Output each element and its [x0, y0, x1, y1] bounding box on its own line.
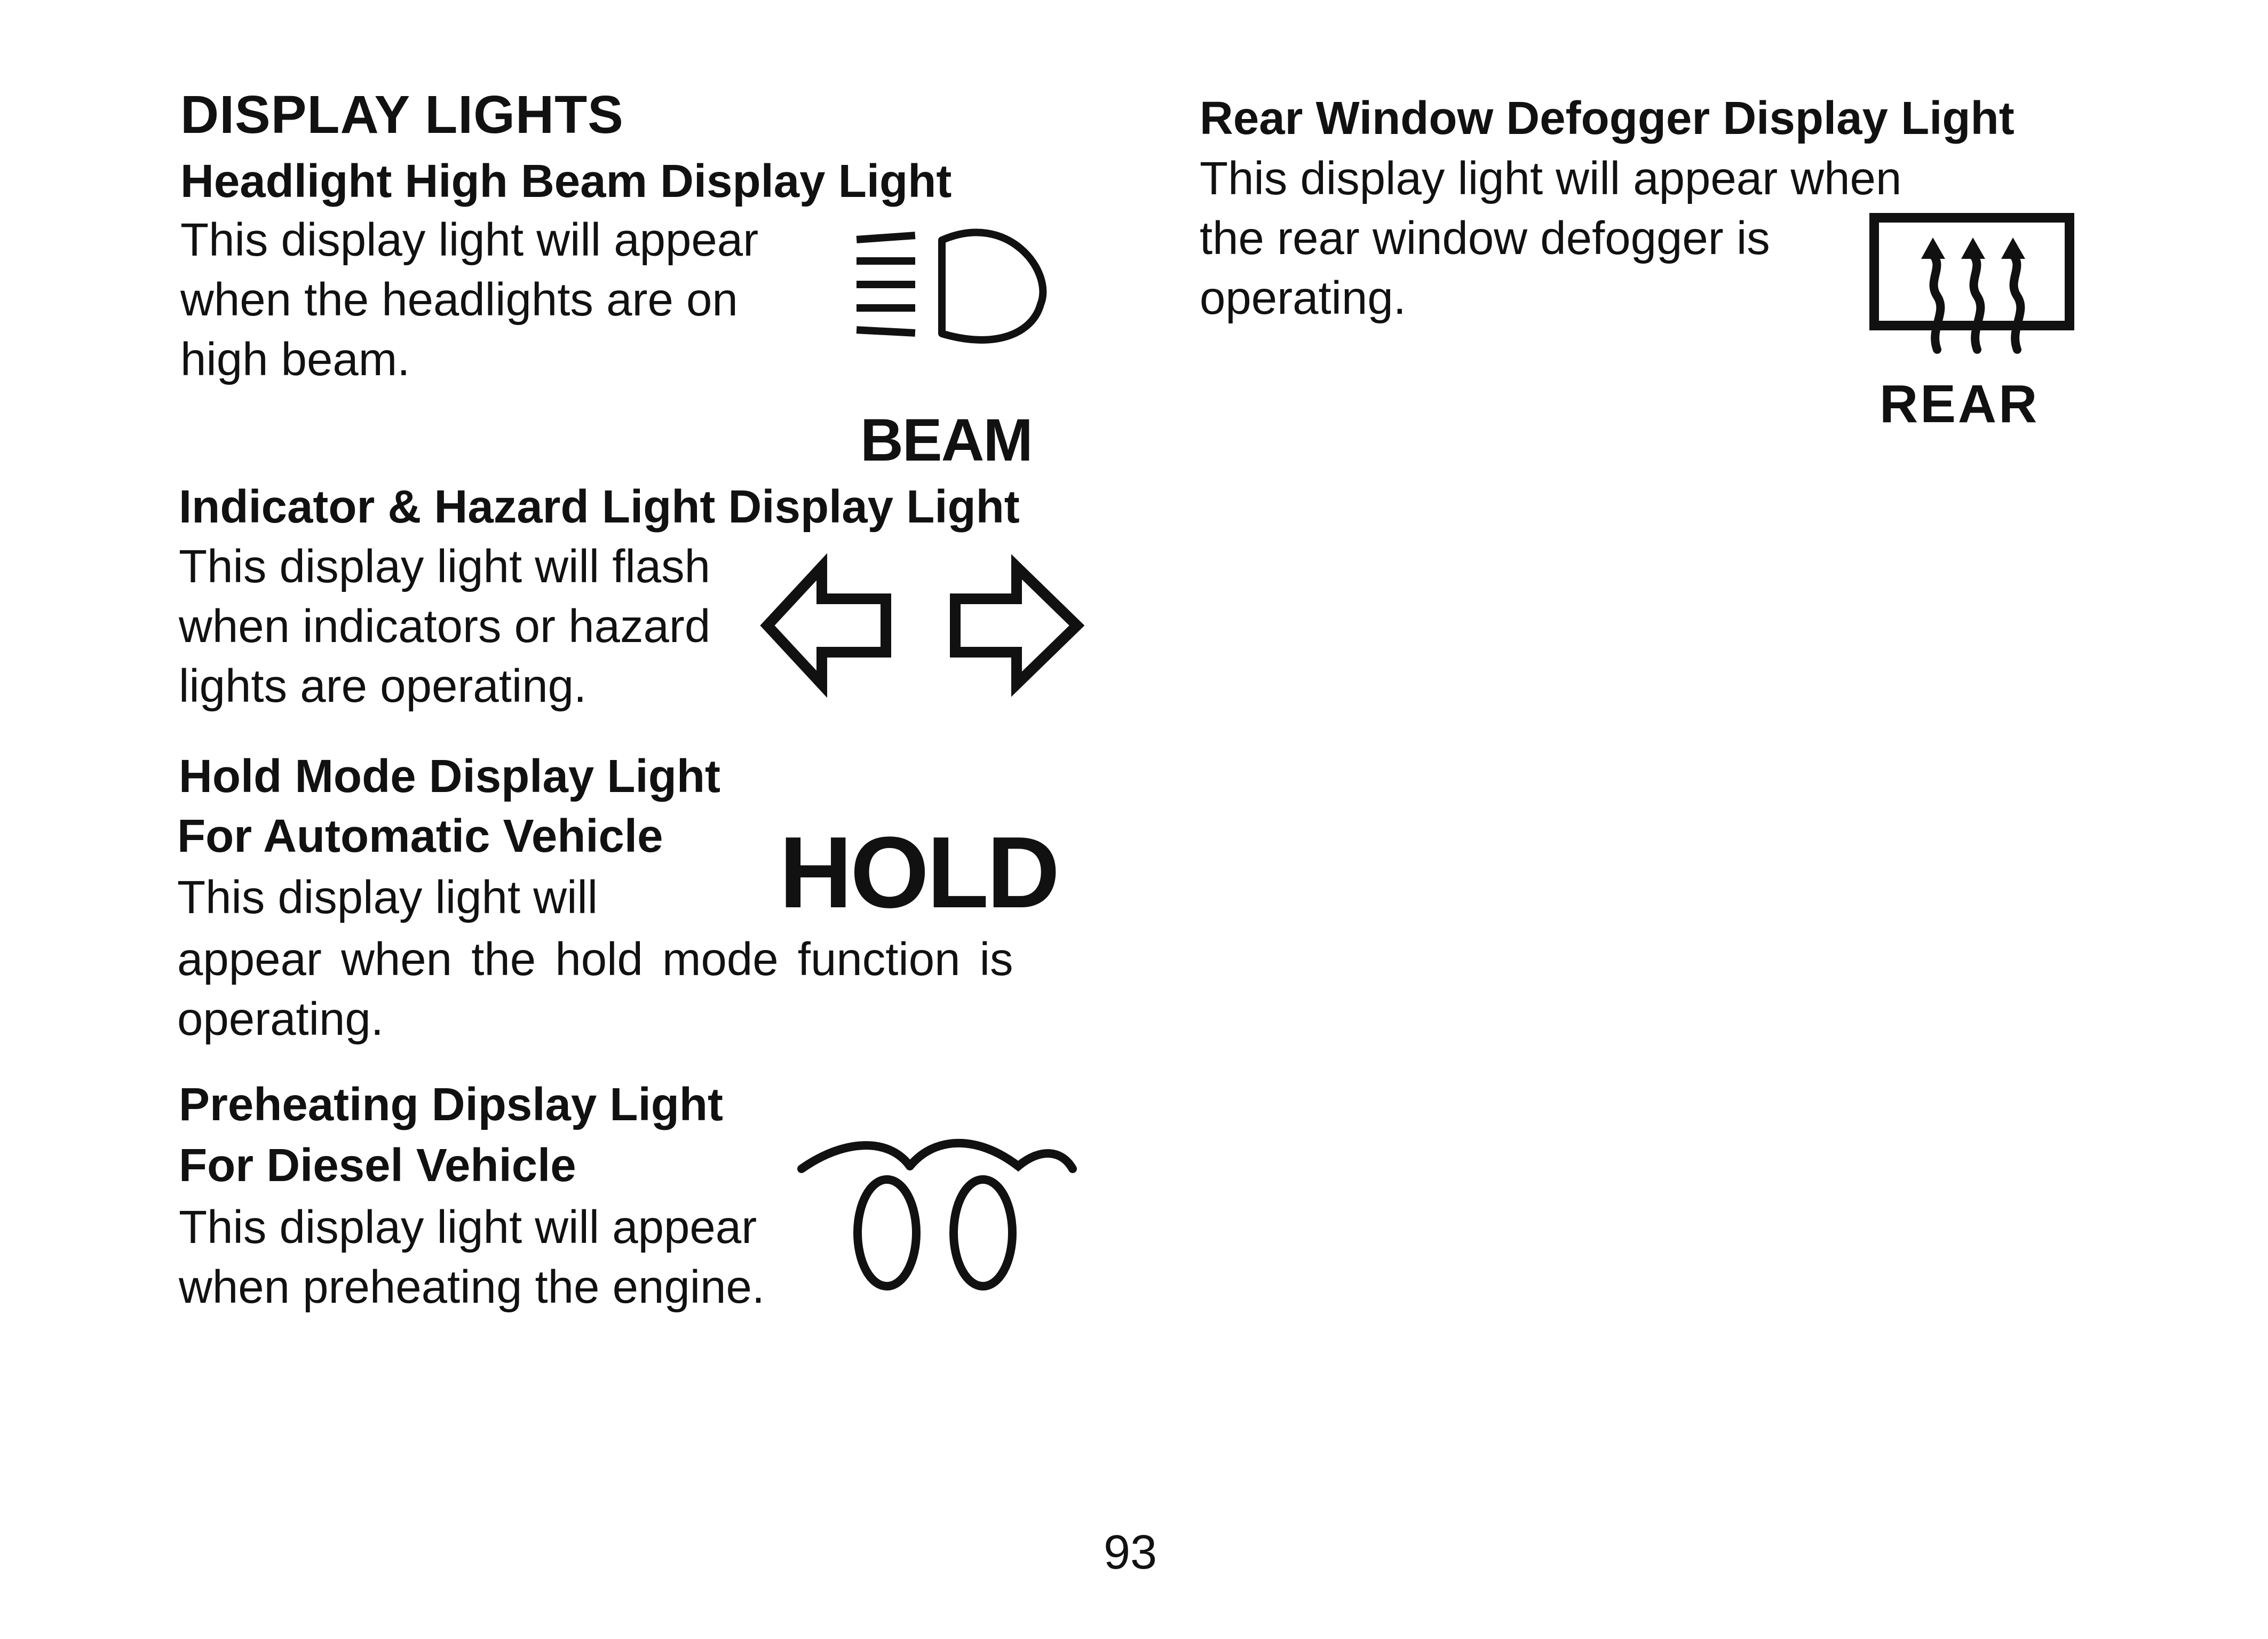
- page-title: DISPLAY LIGHTS: [180, 85, 624, 145]
- rear-defogger-text-line-1: This display light will appear when: [1200, 153, 1902, 204]
- hold-heading-line-1: Hold Mode Display Light: [179, 750, 720, 802]
- indicator-heading: Indicator & Hazard Light Display Light: [179, 481, 1020, 533]
- high-beam-text-line-1: This display light will appear: [180, 214, 759, 266]
- glow-plug-coil-icon: [795, 1137, 1078, 1292]
- rear-defogger-heading: Rear Window Defogger Display Light: [1200, 92, 2015, 144]
- hold-label: HOLD: [779, 816, 1058, 929]
- hold-text-line-2: appear when the hold mode function is: [177, 933, 1013, 985]
- indicator-text-line-3: lights are operating.: [179, 660, 587, 712]
- right-arrow-icon: [955, 567, 1077, 684]
- headlight-high-beam-icon: [848, 224, 1062, 352]
- high-beam-text-line-3: high beam.: [180, 334, 410, 385]
- turn-signal-arrows-icon: [758, 560, 1089, 694]
- preheat-text-line-1: This display light will appear: [179, 1201, 757, 1253]
- preheat-heading-line-2: For Diesel Vehicle: [179, 1139, 576, 1191]
- rear-defogger-icon: [1868, 213, 2076, 368]
- indicator-text-line-2: when indicators or hazard: [179, 600, 711, 652]
- hold-text-line-3: operating.: [177, 993, 384, 1045]
- rear-label: REAR: [1880, 374, 2040, 434]
- high-beam-heading: Headlight High Beam Display Light: [180, 155, 952, 207]
- page-number: 93: [1104, 1526, 1157, 1579]
- hold-text-line-1: This display light will: [177, 872, 598, 923]
- rear-defogger-text-line-3: operating.: [1200, 272, 1406, 324]
- high-beam-text-line-2: when the headlights are on: [180, 274, 738, 326]
- hold-heading-line-2: For Automatic Vehicle: [177, 810, 663, 862]
- beam-label: BEAM: [860, 407, 1032, 473]
- preheat-heading-line-1: Preheating Dipslay Light: [179, 1079, 723, 1130]
- indicator-text-line-1: This display light will flash: [179, 541, 711, 592]
- left-arrow-icon: [767, 567, 886, 684]
- rear-defogger-text-line-2: the rear window defogger is: [1200, 212, 1770, 264]
- preheat-text-line-2: when preheating the engine.: [179, 1261, 765, 1313]
